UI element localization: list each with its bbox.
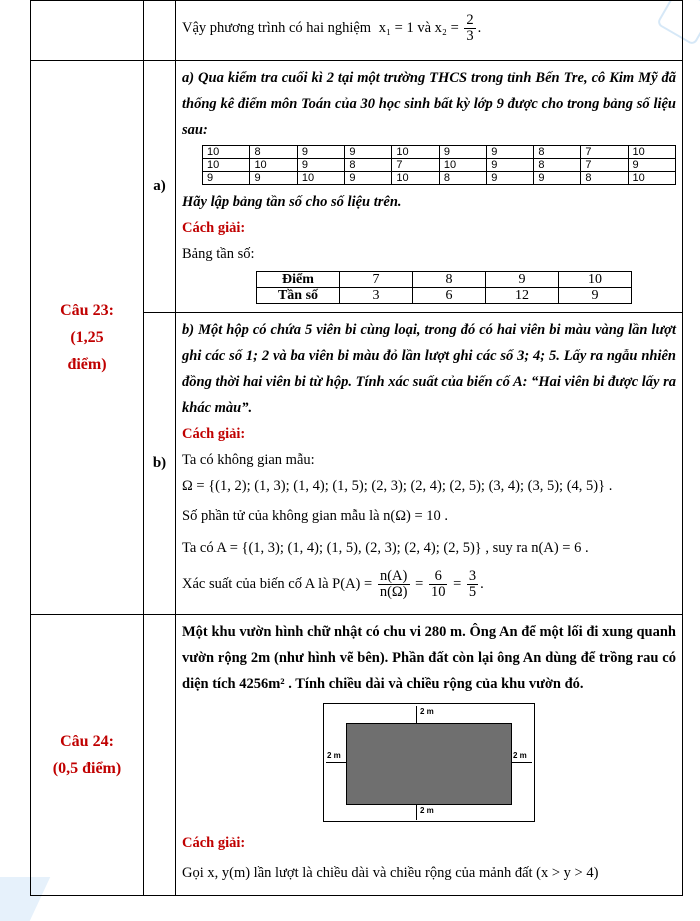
solution-line: Gọi x, y(m) lần lượt là chiều dài và chiều rộng của mảnh đất (x > y > 4) bbox=[182, 865, 599, 881]
data-cell: 9 bbox=[345, 146, 392, 159]
answer-table bbox=[30, 0, 683, 896]
solution-line: Xác suất của biến cố A là P(A) = $\frac{n(A)}{n(\Omega)}$ = $\frac{6}{10}$ = $\frac{3}{5}$ . bbox=[182, 568, 484, 600]
part-a-content bbox=[176, 61, 683, 313]
fraction: $\frac{3}{5}$ bbox=[468, 568, 477, 600]
data-table bbox=[202, 145, 676, 185]
question-label-cell bbox=[31, 615, 144, 896]
question-label: Câu 23: (1,25 điểm) bbox=[60, 302, 114, 373]
freq-intro: Bảng tần số: bbox=[182, 246, 255, 262]
data-cell: 8 bbox=[439, 172, 486, 185]
conclusion-line: Vậy phương trình có hai nghiệm x₁ = 1 và x₂ = $\frac{2}{3}$ . bbox=[182, 12, 482, 44]
solution-line: Ta có không gian mẫu: bbox=[182, 452, 315, 468]
dimension-arrow bbox=[511, 762, 532, 763]
vegetable-area bbox=[346, 723, 512, 805]
solution-line: Ta có A = {(1, 3); (1, 4); (1, 5), (2, 3); (2, 4); (2, 5)} , suy ra n(A) = 6 . bbox=[182, 540, 589, 556]
path-width-label: 2 m bbox=[327, 751, 341, 760]
data-cell: 7 bbox=[392, 159, 439, 172]
data-cell: 9 bbox=[628, 159, 676, 172]
path-width-label: 2 m bbox=[420, 806, 434, 815]
dimension-arrow bbox=[416, 706, 417, 723]
problem-text: Một khu vườn hình chữ nhật có chu vi 280 m. Ông An để một lối đi xung quanh vườn rộng 2m (như hình vẽ bên). Phần đất còn lại ông An dùng để trồng rau có diện tích 4256m² . Tính chiều dài và chiều rộng của khu vườn đó. bbox=[182, 624, 676, 692]
fraction: $\frac{n(A)}{n(\Omega)}$ bbox=[379, 568, 408, 600]
data-cell: 10 bbox=[297, 172, 344, 185]
data-cell: 9 bbox=[487, 172, 534, 185]
data-cell: 8 bbox=[581, 172, 628, 185]
frequency-table bbox=[256, 271, 632, 304]
fraction: $\frac{2}{3}$ bbox=[466, 12, 474, 44]
data-cell: 10 bbox=[392, 146, 439, 159]
problem-text: b) Một hộp có chứa 5 viên bi cùng loại, trong đó có hai viên bi màu vàng lần lượt ghi các số 1; 2 và ba viên bi màu đỏ lần lượt ghi các số 3; 4; 5. Lấy ra ngẫu nhiên đồng thời hai viên bi từ hộp. Tính xác suất của biến cố A: “Hai viên bi được lấy ra khác màu”. bbox=[182, 322, 677, 416]
fraction: $\frac{6}{10}$ bbox=[430, 568, 446, 600]
data-cell: 8 bbox=[250, 146, 297, 159]
q24-content bbox=[176, 615, 683, 896]
problem-text: a) Qua kiểm tra cuối kì 2 tại một trường THCS trong tỉnh Bến Tre, cô Kim Mỹ đã thống kê điểm môn Toán của 30 học sinh bất kỳ lớp 9 được cho trong bảng số liệu sau: bbox=[182, 70, 676, 138]
data-cell: 10 bbox=[203, 146, 250, 159]
data-cell: 9 bbox=[297, 159, 344, 172]
table-row bbox=[31, 1, 683, 61]
question-label-cell bbox=[31, 61, 144, 615]
data-cell: 10 bbox=[392, 172, 439, 185]
path-width-label: 2 m bbox=[420, 707, 434, 716]
table-row bbox=[203, 172, 676, 185]
solution-line: Số phần tử của không gian mẫu là n(Ω) = 10 . bbox=[182, 508, 449, 524]
data-cell: 8 bbox=[534, 146, 581, 159]
data-cell: 9 bbox=[534, 172, 581, 185]
data-cell: 9 bbox=[250, 172, 297, 185]
data-cell: 10 bbox=[628, 172, 676, 185]
question-label: Câu 24: (0,5 điểm) bbox=[52, 733, 122, 777]
part-b-content bbox=[176, 313, 683, 615]
data-cell: 10 bbox=[628, 146, 676, 159]
data-cell: 7 bbox=[581, 159, 628, 172]
solution-heading: Cách giải: bbox=[182, 220, 246, 236]
table-row bbox=[203, 159, 676, 172]
dimension-arrow bbox=[416, 804, 417, 820]
data-cell: 8 bbox=[345, 159, 392, 172]
data-cell: 9 bbox=[203, 172, 250, 185]
data-cell: 10 bbox=[439, 159, 486, 172]
path-width-label: 2 m bbox=[513, 751, 527, 760]
part-label: b) bbox=[152, 455, 167, 471]
table-row: Điểm 7 8 9 10 bbox=[257, 272, 632, 288]
solution-heading: Cách giải: bbox=[182, 835, 246, 851]
data-cell: 10 bbox=[203, 159, 250, 172]
task-text: Hãy lập bảng tần số cho số liệu trên. bbox=[182, 194, 402, 210]
data-cell: 9 bbox=[439, 146, 486, 159]
data-cell: 9 bbox=[487, 159, 534, 172]
data-cell: 9 bbox=[297, 146, 344, 159]
data-cell: 9 bbox=[345, 172, 392, 185]
table-row bbox=[31, 61, 683, 313]
garden-figure bbox=[323, 703, 535, 822]
data-cell: 7 bbox=[581, 146, 628, 159]
data-cell: 9 bbox=[487, 146, 534, 159]
table-row bbox=[31, 615, 683, 896]
table-row bbox=[203, 146, 676, 159]
table-row: Tần số 3 6 12 9 bbox=[257, 288, 632, 304]
part-label: a) bbox=[153, 178, 166, 194]
data-cell: 10 bbox=[250, 159, 297, 172]
conclusion-cell bbox=[176, 1, 683, 61]
data-cell: 8 bbox=[534, 159, 581, 172]
dimension-arrow bbox=[326, 762, 346, 763]
solution-heading: Cách giải: bbox=[182, 426, 246, 442]
solution-line: Ω = {(1, 2); (1, 3); (1, 4); (1, 5); (2, 3); (2, 4); (2, 5); (3, 4); (3, 5); (4, 5)} . bbox=[182, 478, 613, 494]
